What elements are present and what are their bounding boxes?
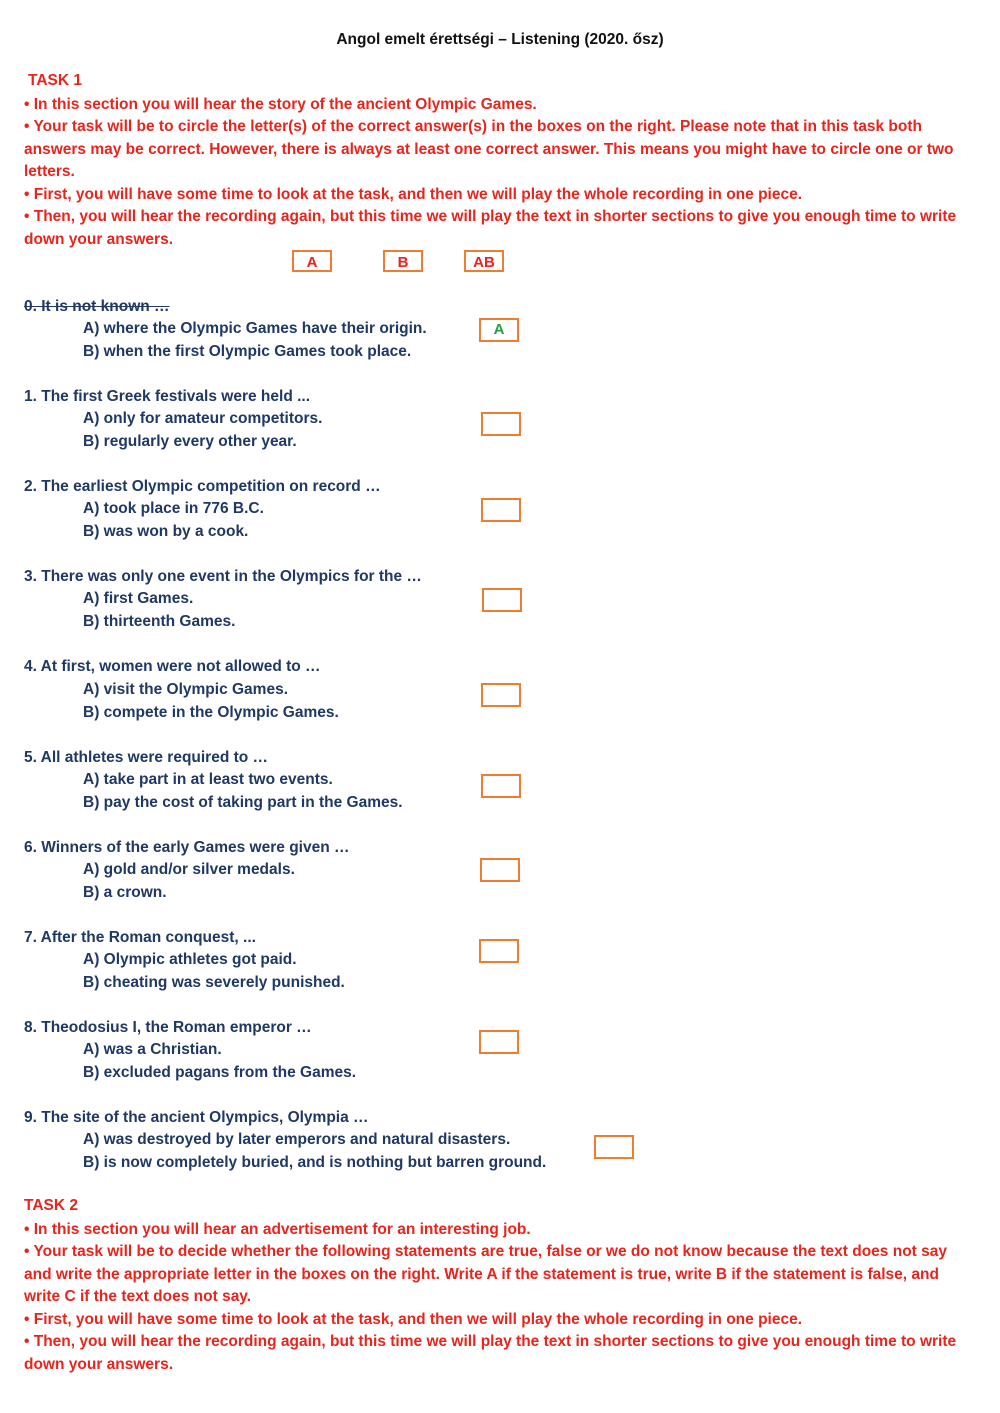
question-8-stem: 8. Theodosius I, the Roman emperor … <box>24 1019 312 1036</box>
question-0-stem: 0. It is not known … <box>24 298 170 315</box>
question-9-option-b: B) is now completely buried, and is nothing but barren ground. <box>83 1154 547 1171</box>
question-4-answer-box[interactable] <box>481 683 521 707</box>
question-5-stem: 5. All athletes were required to … <box>24 749 269 766</box>
question-4-stem: 4. At first, women were not allowed to … <box>24 658 321 675</box>
question-0-option-a: A) where the Olympic Games have their origin. <box>83 320 427 337</box>
task2-instruction-3: • First, you will have some time to look at the task, and then we will play the whole recording in one piece. <box>24 1311 803 1328</box>
question-3-option-a: A) first Games. <box>83 590 194 607</box>
task1-instruction-4: • Then, you will hear the recording again, but this time we will play the text in shorter sections to give you enough time to write down your answers. <box>24 208 957 248</box>
question-1-option-b: B) regularly every other year. <box>83 433 297 450</box>
question-2-answer-box[interactable] <box>481 498 521 522</box>
question-9-answer-box[interactable] <box>594 1135 634 1159</box>
question-6-option-b: B) a crown. <box>83 884 167 901</box>
task2-heading: TASK 2 <box>24 1197 78 1214</box>
page-title: Angol emelt érettségi – Listening (2020. ősz) <box>336 31 664 48</box>
question-7-stem: 7. After the Roman conquest, ... <box>24 929 256 946</box>
task2-instruction-1: • In this section you will hear an advertisement for an interesting job. <box>24 1221 531 1238</box>
question-5-option-a: A) take part in at least two events. <box>83 771 333 788</box>
question-4-option-a: A) visit the Olympic Games. <box>83 681 289 698</box>
task1-instruction-3: • First, you will have some time to look at the task, and then we will play the whole recording in one piece. <box>24 186 803 203</box>
question-0-answer-box: A <box>479 318 519 342</box>
question-5-option-b: B) pay the cost of taking part in the Games. <box>83 794 403 811</box>
task2-instruction-2: • Your task will be to decide whether the following statements are true, false or we do not know because the text does not say and write the appropriate letter in the boxes on the right. Write A if the statement is true, write B if the statement is false, and write C if the text does not say. <box>24 1243 947 1305</box>
question-9-option-a: A) was destroyed by later emperors and natural disasters. <box>83 1131 511 1148</box>
question-2-stem: 2. The earliest Olympic competition on record … <box>24 478 381 495</box>
question-7-option-b: B) cheating was severely punished. <box>83 974 345 991</box>
question-0-option-b: B) when the first Olympic Games took place. <box>83 343 412 360</box>
legend-box-ab: AB <box>464 250 504 272</box>
task1-instruction-1: • In this section you will hear the story of the ancient Olympic Games. <box>24 96 537 113</box>
question-2-option-b: B) was won by a cook. <box>83 523 249 540</box>
question-1-answer-box[interactable] <box>481 412 521 436</box>
question-5-answer-box[interactable] <box>481 774 521 798</box>
question-3-answer-box[interactable] <box>482 588 522 612</box>
question-7-option-a: A) Olympic athletes got paid. <box>83 951 297 968</box>
question-6-option-a: A) gold and/or silver medals. <box>83 861 295 878</box>
question-3-stem: 3. There was only one event in the Olympics for the … <box>24 568 422 585</box>
question-6-answer-box[interactable] <box>480 858 520 882</box>
task1-heading: TASK 1 <box>28 72 82 89</box>
question-1-stem: 1. The first Greek festivals were held ... <box>24 388 311 405</box>
question-9-stem: 9. The site of the ancient Olympics, Olympia … <box>24 1109 369 1126</box>
question-8-option-a: A) was a Christian. <box>83 1041 222 1058</box>
task1-instruction-2: • Your task will be to circle the letter(s) of the correct answer(s) in the boxes on the right. Please note that in this task both answers may be correct. However, there is always at least one correct answer. This means you might have to circle one or two letters. <box>24 118 954 180</box>
task2-instruction-4: • Then, you will hear the recording again, but this time we will play the text in shorter sections to give you enough time to write down your answers. <box>24 1333 957 1373</box>
question-1-option-a: A) only for amateur competitors. <box>83 410 323 427</box>
question-4-option-b: B) compete in the Olympic Games. <box>83 704 339 721</box>
legend-box-b: B <box>383 250 423 272</box>
question-3-option-b: B) thirteenth Games. <box>83 613 236 630</box>
question-8-option-b: B) excluded pagans from the Games. <box>83 1064 357 1081</box>
question-2-option-a: A) took place in 776 B.C. <box>83 500 264 517</box>
legend-box-a: A <box>292 250 332 272</box>
question-6-stem: 6. Winners of the early Games were given … <box>24 839 350 856</box>
question-8-answer-box[interactable] <box>479 1030 519 1054</box>
question-7-answer-box[interactable] <box>479 939 519 963</box>
